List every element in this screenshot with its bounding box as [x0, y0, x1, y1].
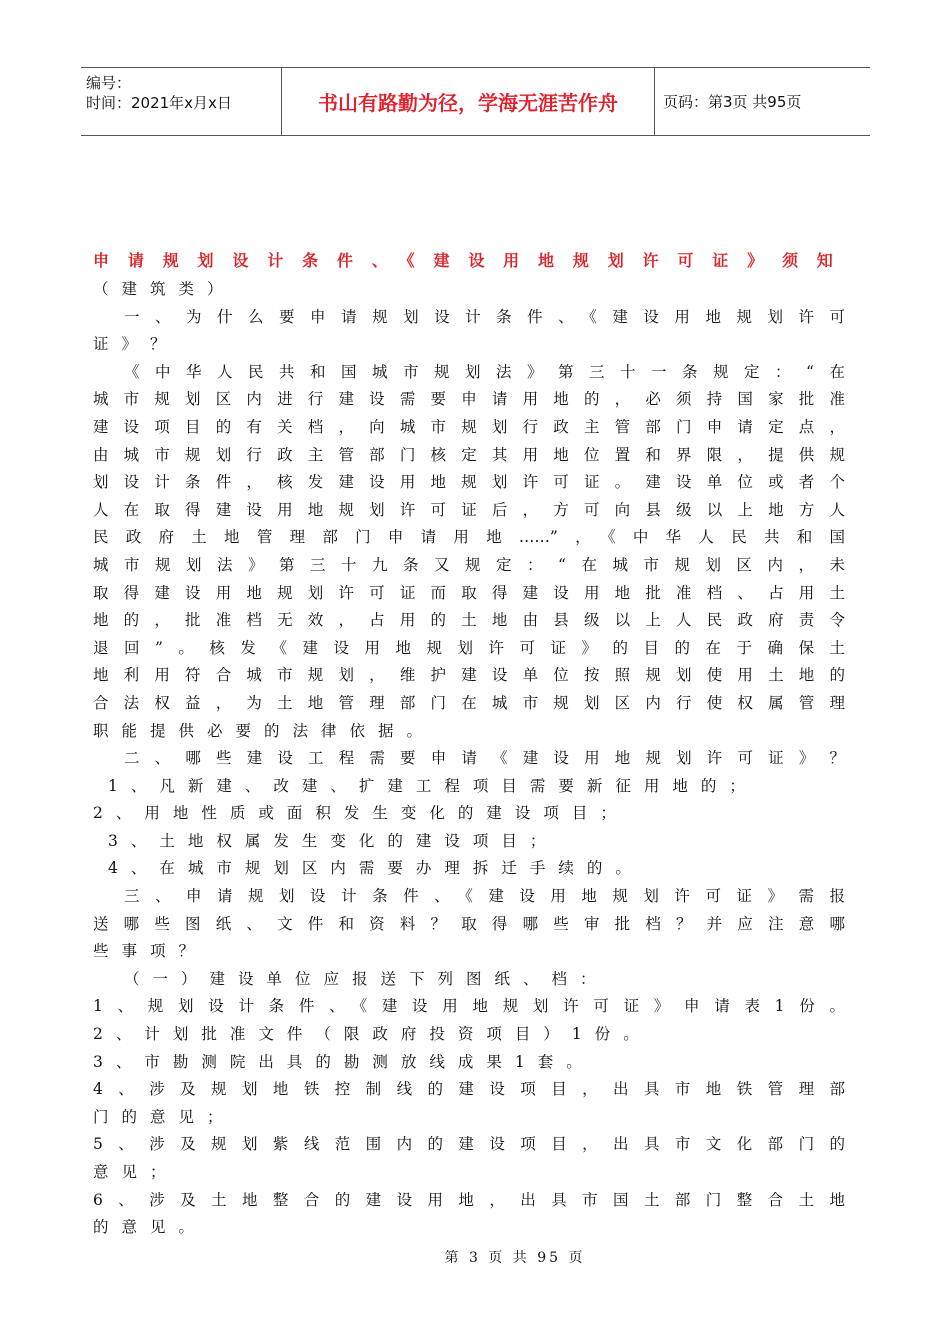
page-header — [81, 67, 870, 136]
text-line: 职能提供必要的法律依据。 — [93, 721, 436, 740]
text-line: 人在取得建设用地规划许可证后，方可向县级以上地方人 — [93, 500, 845, 519]
text-line: 退回”。核发《建设用地规划许可证》的目的在于确保土 — [93, 638, 845, 657]
text-line: 城市规划法》第三十九条又规定：“在城市规划区内，未 — [93, 555, 845, 574]
text-line: 送哪些图纸、文件和资料？取得哪些审批档？并应注意哪 — [93, 914, 845, 933]
text-line: 1、规划设计条件、《建设用地规划许可证》申请表1份。 — [93, 997, 845, 1016]
page-footer: 第 3 页 共 95 页 — [444, 1250, 586, 1266]
header-page-info: 页码：第3页 共95页 — [663, 93, 802, 111]
text-line: 些事项？ — [93, 942, 208, 961]
text-line: （一）建设单位应报送下列图纸、档： — [124, 969, 609, 988]
text-line: 由城市规划行政主管部门核定其用地位置和界限，提供规 — [93, 445, 845, 464]
text-line: 2、计划批准文件（限政府投资项目）1份。 — [93, 1025, 652, 1044]
text-line: 2、用地性质或面积发生变化的建设项目； — [93, 804, 629, 823]
header-motto-cell — [282, 68, 655, 135]
text-line: 《中华人民共和国城市规划法》第三十一条规定：“在 — [124, 362, 845, 381]
text-line: 1、凡新建、改建、扩建工程项目需要新征用地的； — [108, 776, 758, 795]
text-line: 城市规划区内进行建设需要申请用地的，必须持国家批准 — [93, 390, 845, 409]
text-line: 5、涉及规划紫线范围内的建设项目，出具市文化部门的 — [93, 1135, 845, 1154]
text-line: 二、哪些建设工程需要申请《建设用地规划许可证》？ — [124, 749, 845, 768]
text-line: 地的，批准档无效，占用的土地由县级以上人民政府责令 — [93, 611, 845, 630]
doc-number-label: 编号： — [86, 74, 132, 92]
text-line: 的意见。 — [93, 1218, 208, 1237]
text-line: 门的意见； — [93, 1107, 236, 1126]
text-line: 3、土地权属发生变化的建设项目； — [108, 831, 559, 850]
header-motto: 书山有路勤为径，学海无涯苦作舟 — [318, 91, 618, 115]
text-line: （建筑类） — [93, 280, 236, 298]
text-line: 一、为什么要申请规划设计条件、《建设用地规划许可 — [124, 307, 845, 326]
text-line: 6、涉及土地整合的建设用地，出具市国土部门整合土地 — [93, 1190, 845, 1209]
text-line: 划设计条件，核发建设用地规划许可证。建设单位或者个 — [93, 473, 845, 492]
document-body — [93, 248, 845, 1242]
text-line: 意见； — [93, 1163, 179, 1181]
text-line: 三、申请规划设计条件、《建设用地规划许可证》需报 — [124, 887, 845, 906]
text-line: 3、市勘测院出具的勘测放线成果1套。 — [93, 1052, 595, 1071]
text-line: 取得建设用地规划许可证而取得建设用地批准档、占用土 — [93, 583, 845, 602]
text-line: 证》？ — [93, 335, 179, 354]
document-title: 申请规划设计条件、《建设用地规划许可证》须知 — [93, 251, 845, 270]
text-line: 4、涉及规划地铁控制线的建设项目，出具市地铁管理部 — [93, 1080, 845, 1099]
text-line: 4、在城市规划区内需要办理拆迁手续的。 — [108, 859, 644, 878]
text-line: 民政府土地管理部门申请用地……”，《中华人民共和国 — [93, 528, 845, 547]
header-meta — [81, 68, 282, 135]
text-line: 建设项目的有关档，向城市规划行政主管部门申请定点， — [93, 417, 845, 436]
document-paragraphs — [93, 276, 845, 1242]
doc-date-label: 时间：2021年x月x日 — [86, 94, 232, 112]
text-line: 地利用符合城市规划，维护建设单位按照规划使用土地的 — [93, 666, 845, 685]
text-line: 合法权益，为土地管理部门在城市规划区内行使权属管理 — [93, 693, 845, 712]
